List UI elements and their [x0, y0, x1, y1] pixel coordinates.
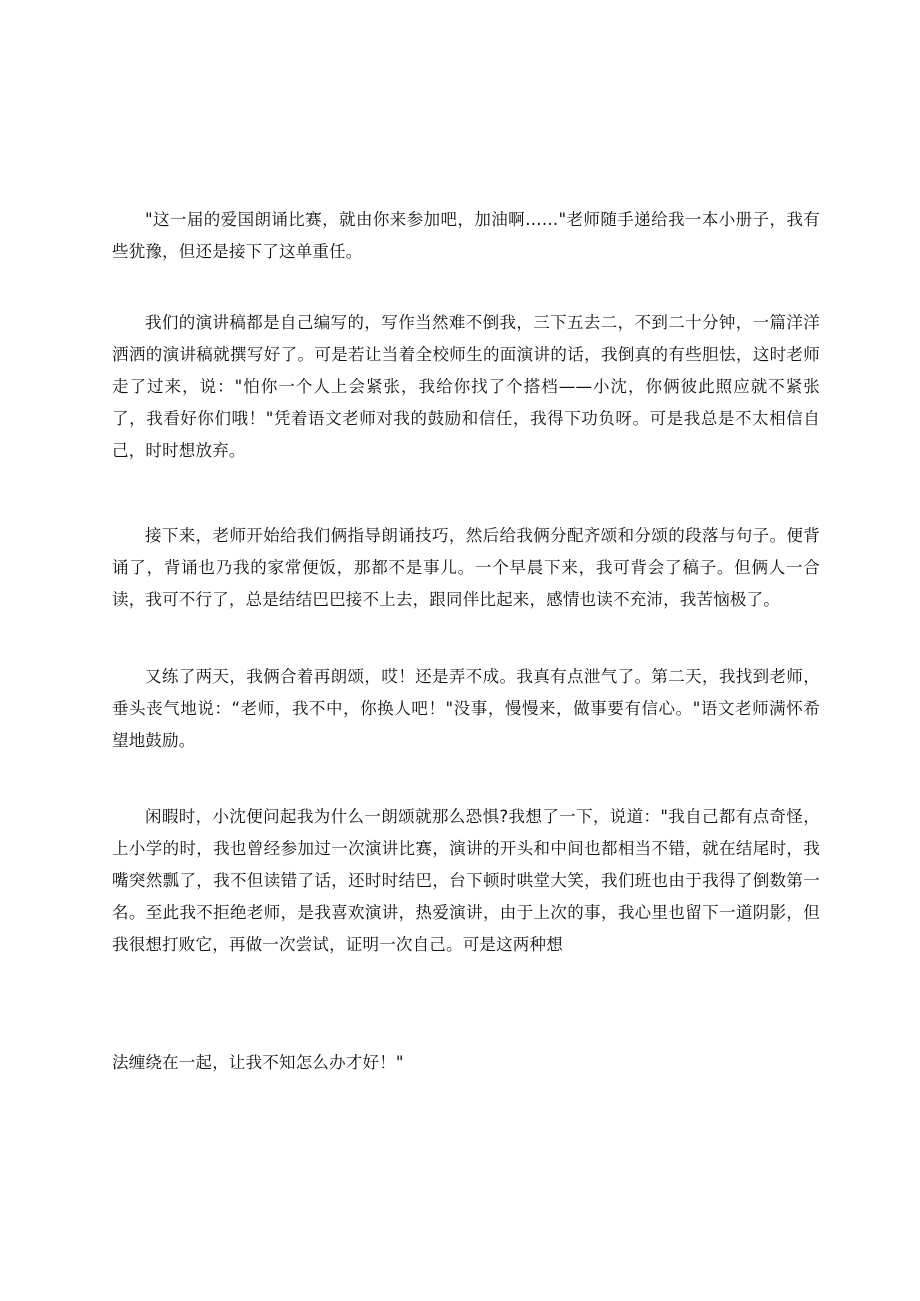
paragraph-text: 接下来，老师开始给我们俩指导朗诵技巧，然后给我俩分配齐颂和分颂的段落与句子。便背诵了，背诵也乃我的家常便饭，那都不是事儿。一个早晨下来，我可背会了稿子。但俩人一合读，我可不行了，总是结结巴巴接不上去，跟同伴比起来，感情也读不充沛，我苦恼极了。: [112, 526, 820, 609]
paragraph-2: [112, 307, 820, 467]
paragraph-4: [112, 661, 820, 757]
paragraph-3: [112, 520, 820, 616]
paragraph-text: 闲暇时，小沈便问起我为什么一朗颂就那么恐惧?我想了一下，说道："我自己都有点奇怪，上小学的时，我也曾经参加过一次演讲比赛，演讲的开头和中间也都相当不错，就在结尾时，我嘴突然瓢了，我不但读错了话，还时时结巴，台下顿时哄堂大笑，我们班也由于我得了倒数第一名。至此我不拒绝老师，是我喜欢演讲，热爱演讲，由于上次的事，我心里也留下一道阴影，但我很想打败它，再做一次尝试，证明一次自己。可是这两种想: [112, 807, 820, 954]
paragraph-6: [112, 1047, 820, 1079]
paragraph-5: [112, 801, 820, 961]
paragraph-1: [112, 204, 820, 268]
paragraph-text: "这一届的爱国朗诵比赛，就由你来参加吧，加油啊……"老师随手递给我一本小册子，我有些犹豫，但还是接下了这单重任。: [112, 210, 820, 261]
paragraph-text: 又练了两天，我俩合着再朗颂，哎！还是弄不成。我真有点泄气了。第二天，我找到老师，垂头丧气地说：“老师，我不中，你换人吧！"没事，慢慢来，做事要有信心。"语文老师满怀希望地鼓励。: [112, 667, 820, 750]
paragraph-text: 我们的演讲稿都是自己编写的，写作当然难不倒我，三下五去二，不到二十分钟，一篇洋洋洒洒的演讲稿就撰写好了。可是若让当着全校师生的面演讲的话，我倒真的有些胆怯，这时老师走了过来，说："怕你一个人上会紧张，我给你找了个搭档——小沈，你俩彼此照应就不紧张了，我看好你们哦！"凭着语文老师对我的鼓励和信任，我得下功负呀。可是我总是不太相信自己，时时想放弃。: [112, 313, 820, 460]
paragraph-text: 法缠绕在一起，让我不知怎么办才好！": [112, 1053, 404, 1072]
